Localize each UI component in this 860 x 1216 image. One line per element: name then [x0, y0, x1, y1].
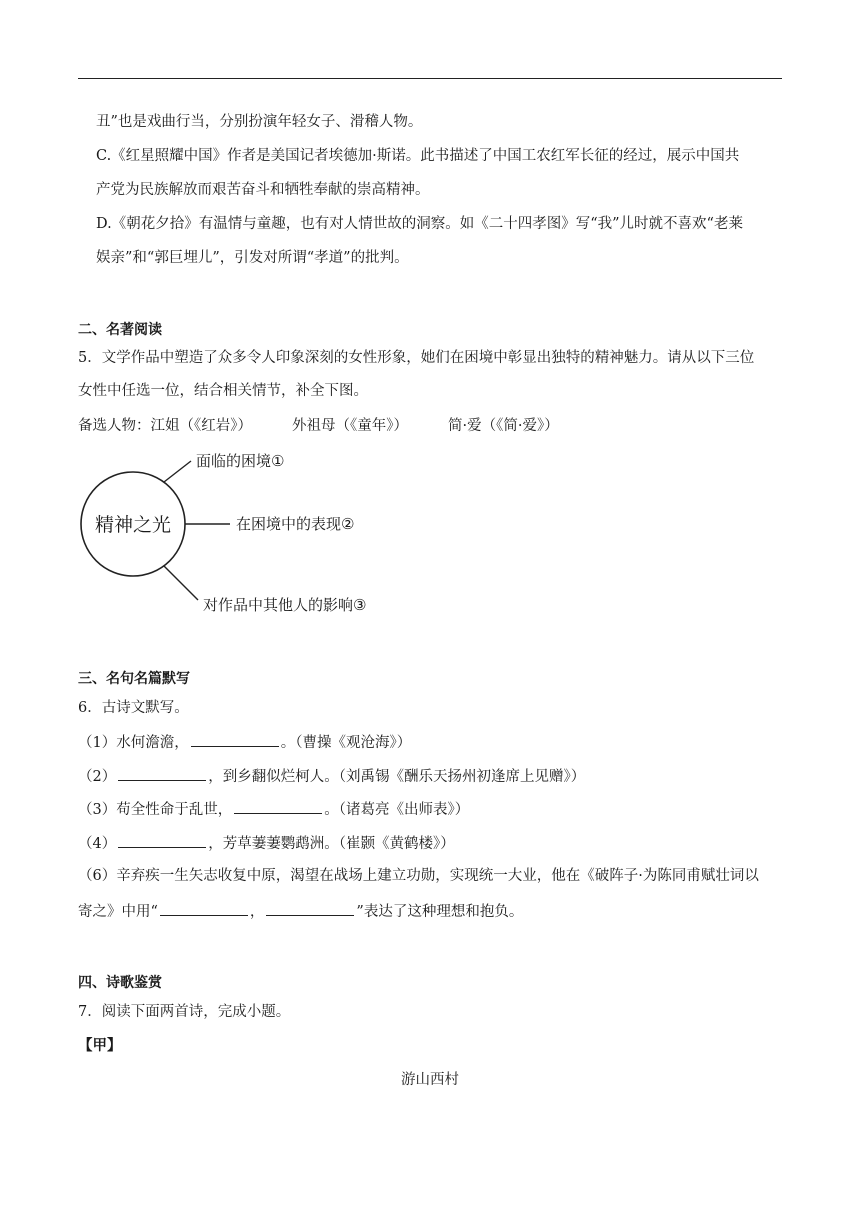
q4-option-d-line2: 娱亲”和“郭巨埋儿”，引发对所谓“孝道”的批判。 [96, 250, 409, 266]
answer-blank-4[interactable] [118, 832, 206, 848]
mindmap-branch-line-1 [164, 461, 191, 482]
section2-heading: 二、名著阅读 [78, 322, 162, 338]
q6-item-4: （4） ，芳草萋萋鹦鹉洲。（崔颢《黄鹤楼》） [78, 832, 455, 854]
q6-item-6-line1: （6）辛弃疾一生矢志收复中原，渴望在战场上建立功勋，实现统一大业，他在《破阵子·为陈同甫赋壮词以 [78, 868, 759, 884]
section3-heading: 三、名句名篇默写 [78, 671, 190, 687]
q6-intro: 6．古诗文默写。 [78, 700, 189, 716]
answer-blank-1[interactable] [191, 731, 279, 747]
q5-line1: 5．文学作品中塑造了众多令人印象深刻的女性形象，她们在困境中彰显出独特的精神魅力。请从以下三位 [78, 350, 755, 366]
q4-option-d-line1: D.《朝花夕拾》有温情与童趣，也有对人情世故的洞察。如《二十四孝图》写“我”儿时就不喜欢“老莱 [96, 216, 743, 232]
candidate-2: 外祖母（《童年》） [292, 418, 408, 434]
poem-label-jia: 【甲】 [78, 1037, 122, 1054]
mindmap-center-label: 精神之光 [94, 514, 172, 536]
mindmap-branch-2: 在困境中的表现② [236, 515, 355, 533]
q4-option-b-tail: 丑”也是戏曲行当，分别扮演年轻女子、滑稽人物。 [96, 114, 423, 130]
mindmap-branch-3: 对作品中其他人的影响③ [203, 596, 367, 614]
q5-candidates [78, 416, 559, 436]
q6-item-6-line2: 寄之》中用“ ， ”表达了这种理想和抱负。 [78, 900, 523, 922]
answer-blank-6[interactable] [266, 900, 354, 916]
section4-heading: 四、诗歌鉴赏 [78, 975, 162, 991]
q6-item-2: （2） ，到乡翻似烂柯人。（刘禹锡《酬乐天扬州初逢席上见赠》） [78, 765, 585, 787]
q4-option-c-line2: 产党为民族解放而艰苦奋斗和牺牲奉献的崇高精神。 [96, 182, 430, 198]
answer-blank-2[interactable] [118, 765, 206, 781]
q6-item-1: （1）水何澹澹， 。（曹操《观沧海》） [78, 731, 411, 753]
candidate-3: 简·爱（《简·爱》） [448, 418, 559, 434]
answer-blank-5[interactable] [160, 900, 248, 916]
q6-item-3: （3）苟全性命于乱世， 。（诸葛亮《出师表》） [78, 798, 469, 820]
candidate-1: 江姐（《红岩》） [150, 418, 252, 434]
header-rule [78, 78, 782, 79]
poem-title: 游山西村 [401, 1072, 459, 1088]
q5-line2: 女性中任选一位，结合相关情节，补全下图。 [78, 383, 368, 399]
spirit-mindmap [70, 440, 410, 620]
mindmap-branch-line-3 [164, 566, 198, 600]
candidates-label: 备选人物： [78, 418, 151, 434]
q4-option-c-line1: C.《红星照耀中国》作者是美国记者埃德加·斯诺。此书描述了中国工农红军长征的经过，展示中国共 [96, 148, 740, 164]
q7-intro: 7．阅读下面两首诗，完成小题。 [78, 1004, 291, 1020]
mindmap-branch-1: 面临的困境① [196, 452, 285, 470]
answer-blank-3[interactable] [234, 798, 322, 814]
